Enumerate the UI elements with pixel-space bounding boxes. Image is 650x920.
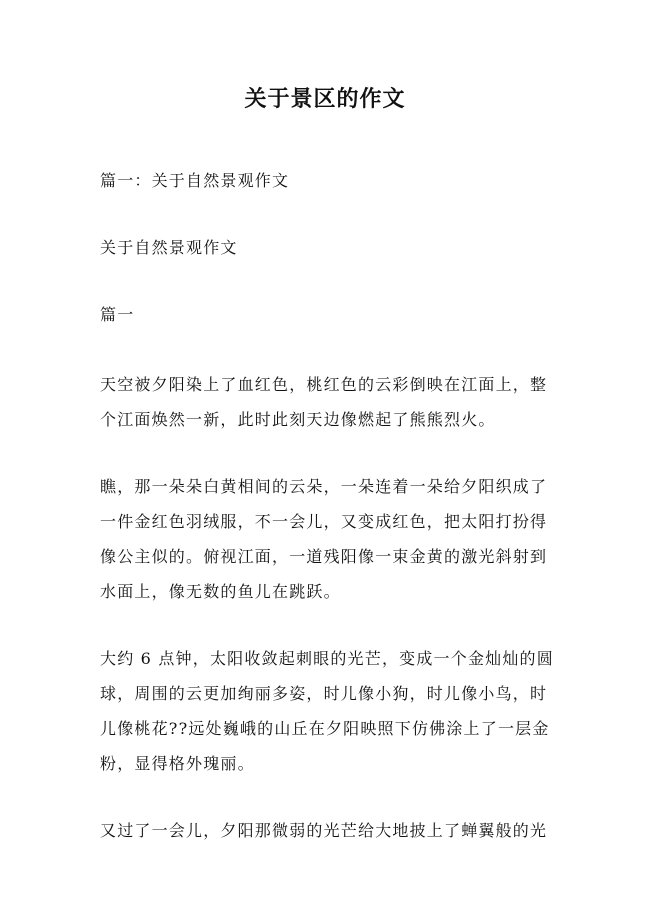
paragraph-line: 儿像桃花??远处巍峨的山丘在夕阳映照下仿佛涂上了一层金 <box>100 719 550 738</box>
part-heading: 篇一 <box>100 305 135 324</box>
paragraph-line: 又过了一会儿，夕阳那微弱的光芒给大地披上了蝉翼般的光 <box>100 821 548 840</box>
paragraph-line: 粉，显得格外瑰丽。 <box>100 754 255 773</box>
paragraph-line: 瞧，那一朵朵白黄相间的云朵，一朵连着一朵给夕阳织成了 <box>100 477 548 496</box>
paragraph-line: 球，周围的云更加绚丽多姿，时儿像小狗，时儿像小鸟，时 <box>100 684 548 703</box>
paragraph-line: 像公主似的。俯视江面，一道残阳像一束金黄的激光斜射到 <box>100 547 548 566</box>
paragraph-line: 水面上，像无数的鱼儿在跳跃。 <box>100 582 341 601</box>
subsection-heading: 关于自然景观作文 <box>100 238 238 257</box>
paragraph <box>100 813 560 848</box>
document-title: 关于景区的作文 <box>244 87 406 112</box>
paragraph-line: 大约 6 点钟，太阳收敛起刺眼的光芒，变成一个金灿灿的圆 <box>100 649 554 668</box>
paragraph <box>100 469 560 609</box>
section-heading: 篇一：关于自然景观作文 <box>100 171 290 190</box>
paragraph <box>100 641 560 781</box>
paragraph-line: 个江面焕然一新，此时此刻天边像燃起了熊熊烈火。 <box>100 410 496 429</box>
paragraph <box>100 367 560 437</box>
paragraph-line: 一件金红色羽绒服，不一会儿，又变成红色，把太阳打扮得 <box>100 512 548 531</box>
paragraph-line: 天空被夕阳染上了血红色，桃红色的云彩倒映在江面上，整 <box>100 375 548 394</box>
